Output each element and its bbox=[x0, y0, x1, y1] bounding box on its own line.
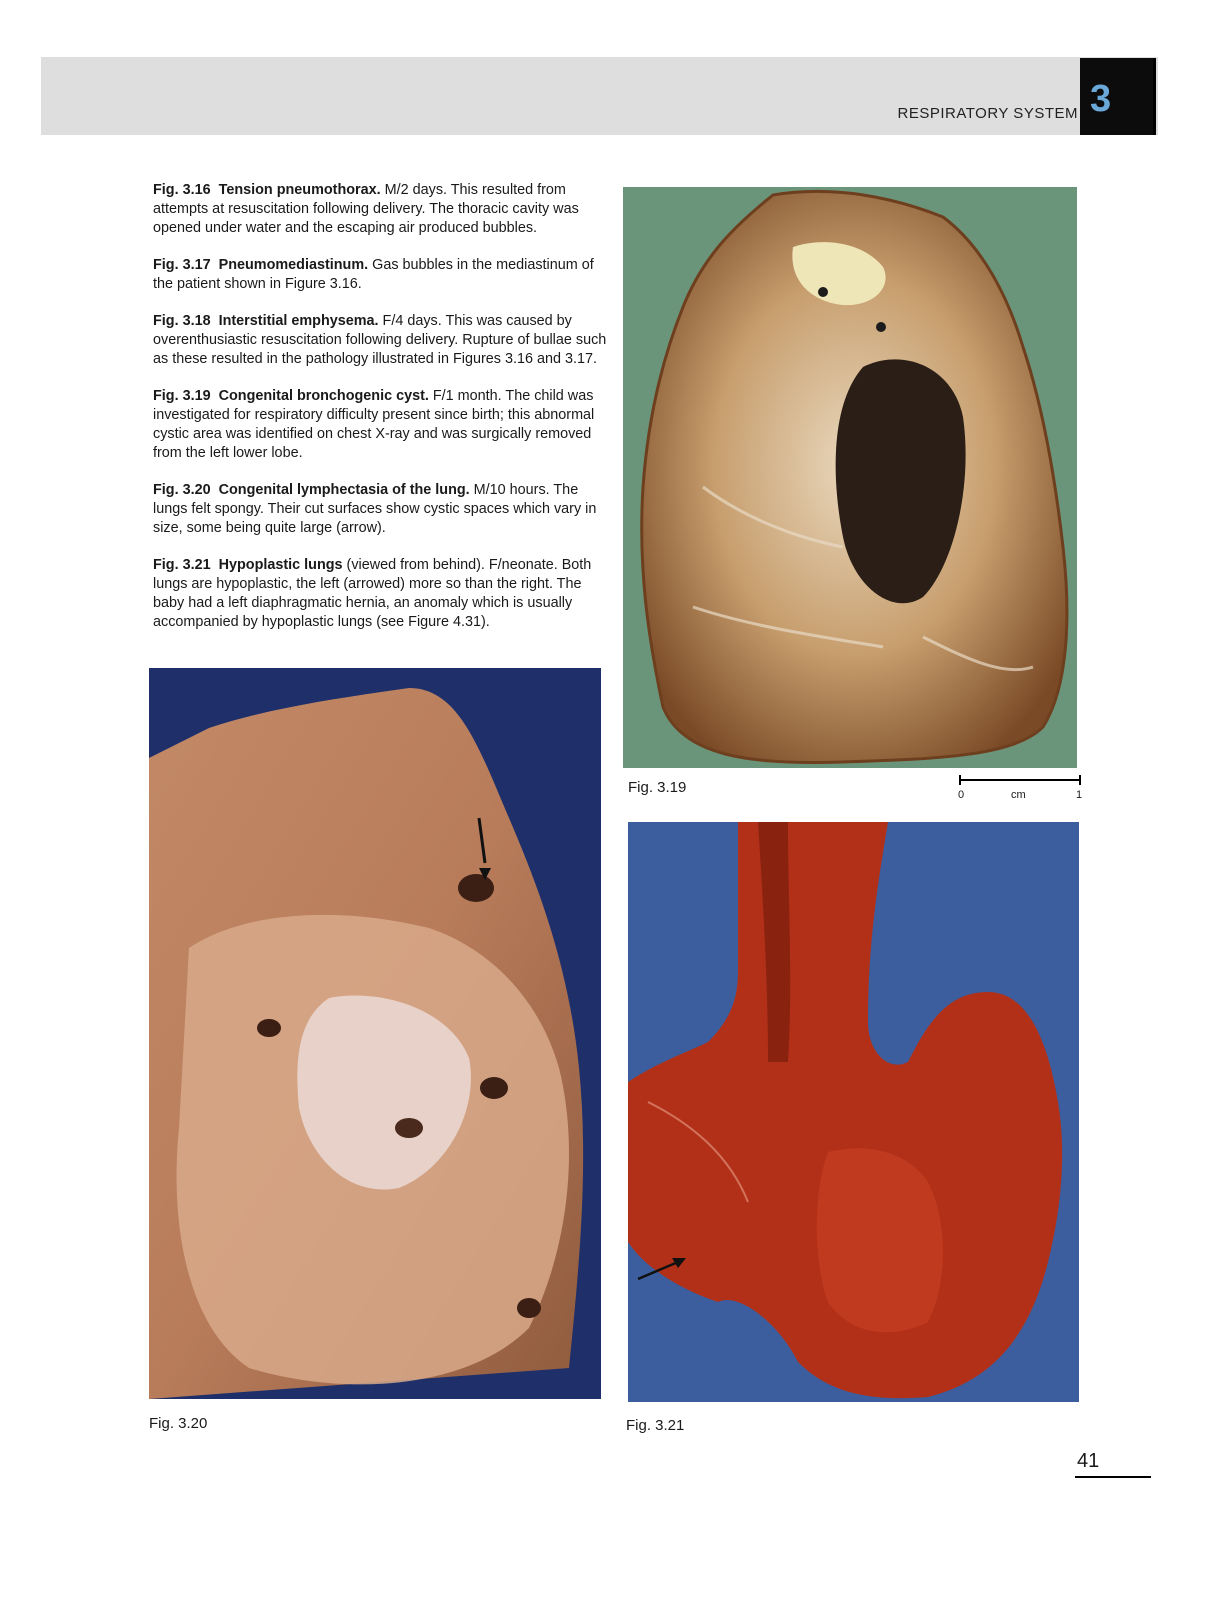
caption-title: Tension pneumothorax. bbox=[218, 182, 381, 198]
scale-bar-unit-label: cm bbox=[1011, 789, 1026, 801]
scale-bar-end-label: 1 bbox=[1076, 789, 1083, 801]
bronchogenic-cyst-illustration bbox=[623, 187, 1077, 768]
caption-fig-number: Fig. 3.19 bbox=[153, 388, 211, 404]
scale-bar-tick-end bbox=[1079, 775, 1081, 785]
section-title: RESPIRATORY SYSTEM bbox=[897, 105, 1078, 122]
caption-fig-3-20 bbox=[153, 481, 608, 538]
caption-column bbox=[153, 181, 608, 650]
caption-fig-number: Fig. 3.16 bbox=[153, 182, 211, 198]
chapter-tab-rule bbox=[1153, 58, 1156, 135]
caption-body: Gas bubbles in the mediastinum of the patient shown in Figure 3.16. bbox=[153, 257, 594, 292]
caption-fig-number: Fig. 3.20 bbox=[153, 482, 211, 498]
caption-body: F/4 days. This was caused by overenthusiastic resuscitation following delivery. Rupture of bullae such as these resulted in the pathology illustrated in Figures 3.16 and 3.17. bbox=[153, 313, 607, 367]
caption-fig-number: Fig. 3.18 bbox=[153, 313, 211, 329]
caption-title: Hypoplastic lungs bbox=[218, 557, 343, 573]
caption-fig-number: Fig. 3.17 bbox=[153, 257, 211, 273]
fig-3-21-photo bbox=[628, 822, 1079, 1402]
caption-body: M/10 hours. The lungs felt spongy. Their cut surfaces show cystic spaces which vary in size, some being quite large (arrow). bbox=[153, 482, 597, 536]
fig-3-19-photo bbox=[623, 187, 1077, 768]
header-band bbox=[41, 57, 1158, 135]
caption-fig-number: Fig. 3.21 bbox=[153, 557, 211, 573]
scale-bar bbox=[958, 775, 1083, 805]
hypoplastic-lungs-illustration bbox=[628, 822, 1079, 1402]
page-number-rule bbox=[1075, 1476, 1151, 1478]
caption-fig-3-16 bbox=[153, 181, 608, 238]
scale-bar-tick-start bbox=[959, 775, 961, 785]
fig-3-19-label: Fig. 3.19 bbox=[628, 779, 687, 796]
page-number: 41 bbox=[1077, 1450, 1100, 1472]
lymphectasia-lung-illustration bbox=[149, 668, 601, 1399]
caption-title: Pneumomediastinum. bbox=[218, 257, 369, 273]
caption-body: M/2 days. This resulted from attempts at resuscitation following delivery. The thoracic cavity was opened under water and the escaping air produced bubbles. bbox=[153, 182, 579, 236]
fig-3-21-label: Fig. 3.21 bbox=[626, 1417, 685, 1434]
caption-title: Congenital bronchogenic cyst. bbox=[218, 388, 429, 404]
scale-bar-line bbox=[960, 779, 1080, 781]
fig-3-20-photo bbox=[149, 668, 601, 1399]
caption-body: (viewed from behind). F/neonate. Both lungs are hypoplastic, the left (arrowed) more so than the right. The baby had a left diaphragmatic hernia, an anomaly which is usually accompanied by hypoplastic lungs (see Figure 4.31). bbox=[153, 557, 592, 630]
chapter-number: 3 bbox=[1090, 78, 1112, 120]
caption-title: Interstitial emphysema. bbox=[218, 313, 379, 329]
scale-bar-start-label: 0 bbox=[958, 789, 965, 801]
caption-fig-3-18 bbox=[153, 312, 608, 369]
caption-fig-3-21 bbox=[153, 556, 608, 632]
caption-fig-3-19 bbox=[153, 387, 608, 463]
caption-fig-3-17 bbox=[153, 256, 608, 294]
fig-3-20-label: Fig. 3.20 bbox=[149, 1415, 208, 1432]
chapter-tab bbox=[1080, 58, 1156, 135]
caption-title: Congenital lymphectasia of the lung. bbox=[218, 482, 470, 498]
caption-body: F/1 month. The child was investigated for respiratory difficulty present since birth; this abnormal cystic area was identified on chest X-ray and was surgically removed from the left lower lobe. bbox=[153, 388, 595, 461]
